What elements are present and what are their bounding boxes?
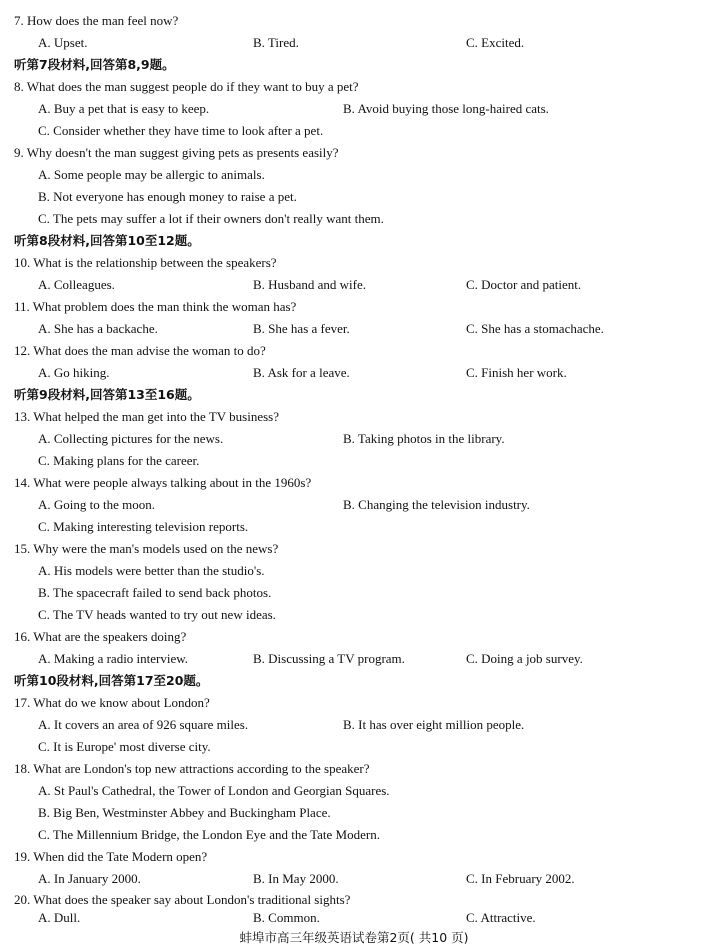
option-a: A. His models were better than the studio's. bbox=[38, 563, 265, 578]
option-c: C. Making plans for the career. bbox=[38, 453, 200, 468]
option-c: C. Making interesting television reports. bbox=[38, 519, 249, 534]
option-a: A. Going to the moon. bbox=[38, 497, 155, 512]
question-9-option-c bbox=[38, 208, 698, 230]
option-b: B. The spacecraft failed to send back photos. bbox=[38, 585, 272, 600]
question-18-option-b bbox=[38, 802, 698, 824]
section-header-8: 听第8段材料,回答第10至12题。 bbox=[14, 233, 200, 248]
question-10-options bbox=[38, 274, 698, 296]
option-b: B. Avoid buying those long-haired cats. bbox=[343, 101, 549, 116]
question-14: 14. What were people always talking about in the 1960s? bbox=[14, 475, 312, 490]
question-15-option-b bbox=[38, 582, 698, 604]
question-9-option-b bbox=[38, 186, 698, 208]
question-10: 10. What is the relationship between the speakers? bbox=[14, 255, 277, 270]
option-a: A. St Paul's Cathedral, the Tower of London and Georgian Squares. bbox=[38, 783, 390, 798]
option-a: A. Upset. bbox=[38, 35, 88, 50]
question-17-option-c bbox=[38, 736, 698, 758]
option-b: B. Big Ben, Westminster Abbey and Buckingham Place. bbox=[38, 805, 331, 820]
question-9: 9. Why doesn't the man suggest giving pets as presents easily? bbox=[14, 145, 339, 160]
question-13: 13. What helped the man get into the TV business? bbox=[14, 409, 280, 424]
question-15: 15. Why were the man's models used on the news? bbox=[14, 541, 279, 556]
option-b: B. Ask for a leave. bbox=[253, 365, 350, 380]
question-9-option-a bbox=[38, 164, 698, 186]
option-a: A. Some people may be allergic to animals. bbox=[38, 167, 265, 182]
question-15-option-a bbox=[38, 560, 698, 582]
question-17-options-ab bbox=[38, 714, 698, 736]
question-16-options bbox=[38, 648, 698, 670]
option-c: C. The TV heads wanted to try out new ideas. bbox=[38, 607, 276, 622]
section-header-7: 听第7段材料,回答第8,9题。 bbox=[14, 57, 175, 72]
question-12-options bbox=[38, 362, 698, 384]
question-15-option-c bbox=[38, 604, 698, 626]
question-20: 20. What does the speaker say about London's traditional sights? bbox=[14, 892, 351, 907]
option-b: B. It has over eight million people. bbox=[343, 717, 525, 732]
option-a: A. Buy a pet that is easy to keep. bbox=[38, 101, 210, 116]
question-19-options bbox=[38, 868, 698, 890]
question-19: 19. When did the Tate Modern open? bbox=[14, 849, 208, 864]
option-c: C. Consider whether they have time to look after a pet. bbox=[38, 123, 324, 138]
option-b: B. Husband and wife. bbox=[253, 277, 367, 292]
section-header-9: 听第9段材料,回答第13至16题。 bbox=[14, 387, 200, 402]
question-18-option-a bbox=[38, 780, 698, 802]
option-a: A. Colleagues. bbox=[38, 277, 115, 292]
page-footer: 蚌埠市高三年级英语试卷第2页( 共10 页) bbox=[239, 930, 469, 945]
question-18: 18. What are London's top new attractions according to the speaker? bbox=[14, 761, 370, 776]
option-a: A. Making a radio interview. bbox=[38, 651, 189, 666]
option-a: A. She has a backache. bbox=[38, 321, 158, 336]
question-13-option-c bbox=[38, 450, 698, 472]
question-14-option-c bbox=[38, 516, 698, 538]
option-a: A. It covers an area of 926 square miles. bbox=[38, 717, 249, 732]
option-b: B. Taking photos in the library. bbox=[343, 431, 505, 446]
option-c: C. Doctor and patient. bbox=[466, 277, 582, 292]
option-c: C. Doing a job survey. bbox=[466, 651, 583, 666]
option-c: C. She has a stomachache. bbox=[466, 321, 604, 336]
question-8-option-c bbox=[38, 120, 698, 142]
option-c: C. Excited. bbox=[466, 35, 525, 50]
option-c: C. The pets may suffer a lot if their owners don't really want them. bbox=[38, 211, 384, 226]
option-b: B. Not everyone has enough money to raise a pet. bbox=[38, 189, 297, 204]
question-14-options-ab bbox=[38, 494, 698, 516]
question-11: 11. What problem does the man think the woman has? bbox=[14, 299, 297, 314]
option-a: A. In January 2000. bbox=[38, 871, 141, 886]
question-13-options-ab bbox=[38, 428, 698, 450]
question-18-option-c bbox=[38, 824, 698, 846]
question-12: 12. What does the man advise the woman to do? bbox=[14, 343, 266, 358]
option-c: C. In February 2002. bbox=[466, 871, 575, 886]
question-7-options bbox=[38, 32, 698, 54]
option-b: B. Discussing a TV program. bbox=[253, 651, 405, 666]
option-c: C. Attractive. bbox=[466, 910, 536, 925]
question-7: 7. How does the man feel now? bbox=[14, 13, 179, 28]
option-a: A. Collecting pictures for the news. bbox=[38, 431, 224, 446]
section-header-10: 听第10段材料,回答第17至20题。 bbox=[14, 673, 209, 688]
option-a: A. Go hiking. bbox=[38, 365, 110, 380]
question-16: 16. What are the speakers doing? bbox=[14, 629, 187, 644]
option-c: C. The Millennium Bridge, the London Eye and the Tate Modern. bbox=[38, 827, 380, 842]
option-b: B. Common. bbox=[253, 910, 320, 925]
option-a: A. Dull. bbox=[38, 910, 81, 925]
question-20-options bbox=[38, 907, 698, 929]
question-8: 8. What does the man suggest people do if they want to buy a pet? bbox=[14, 79, 359, 94]
question-17: 17. What do we know about London? bbox=[14, 695, 210, 710]
option-b: B. She has a fever. bbox=[253, 321, 350, 336]
question-11-options bbox=[38, 318, 698, 340]
option-c: C. Finish her work. bbox=[466, 365, 567, 380]
option-b: B. Tired. bbox=[253, 35, 299, 50]
option-b: B. Changing the television industry. bbox=[343, 497, 530, 512]
option-b: B. In May 2000. bbox=[253, 871, 339, 886]
option-c: C. It is Europe' most diverse city. bbox=[38, 739, 211, 754]
question-8-options-ab bbox=[38, 98, 698, 120]
